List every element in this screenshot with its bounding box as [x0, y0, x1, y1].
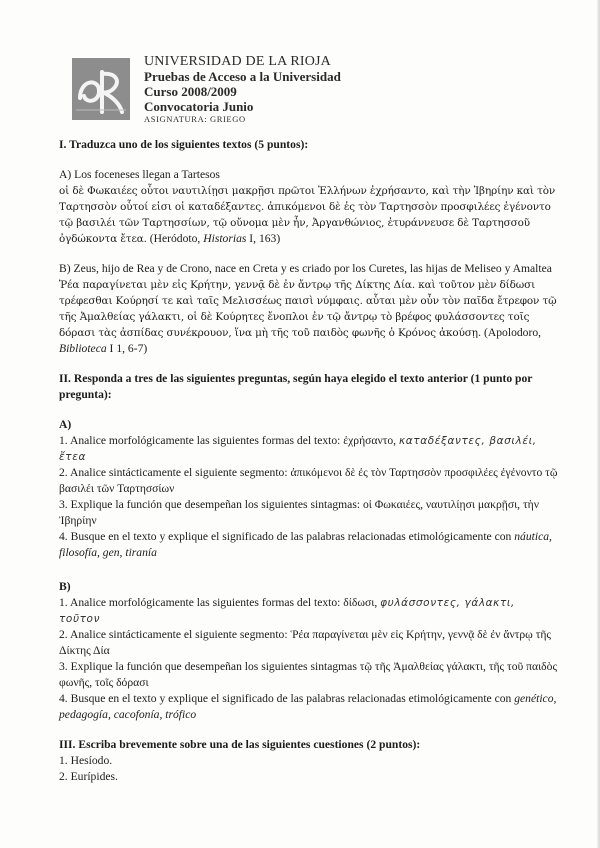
- questions-a-label: A): [59, 418, 72, 431]
- university-logo: [72, 58, 130, 120]
- question-b1-text: 1. Analice morfológicamente las siguientes formas del texto: δίδωσι,: [59, 596, 381, 609]
- question-b2: 2. Analice sintácticamente el siguiente segmento: Ῥέα παραγίνεται μὲν εἰς Κρήτην, γεννᾷ δὲ ἐν ἄντρῳ τῆς Δίκτης Δία: [59, 628, 552, 657]
- text-b-greek: [59, 277, 559, 357]
- question-a1-handwritten: καταδέξαντες, βασιλέι, ἔτεα: [59, 435, 537, 463]
- text-b-greek-body: Ῥέα παραγίνεται μὲν εἰς Κρήτην, γεννᾷ δὲ ἐν ἄντρῳ τῆς Δίκτης Δία. καὶ τοῦτον μὲν δίδωσι τρέφεσθαι Κούρησί τε καὶ ταῖς Μελισσέως παισὶ νύμφαις. αὗται μὲν οὖν τὸν παῖδα ἔτρεφον τῷ τῆς Ἀμαλθείας γάλακτι, οἱ δὲ Κούρητες ἔνοπλοι ἐν τῷ ἄντρῳ τὸ βρέφος φυλάσσοντες τοῖς δόρασι τὰς ἀσπίδας συνέκρουον, ἵνα μὴ τῆς τοῦ παιδὸς φωνῆς ὁ Κρόνος ἀκούσῃ.: [59, 279, 557, 339]
- text-b-source-prefix: (Apolodoro,: [484, 326, 542, 339]
- questions-b: [59, 579, 559, 723]
- text-a-source-prefix: (Heródoto,: [149, 232, 204, 245]
- text-b-source-suffix: I 1, 6-7): [106, 342, 148, 355]
- question-a1-text: 1. Analice morfológicamente las siguientes formas del texto: ἐχρήσαντο,: [59, 434, 399, 447]
- question-a4-text: 4. Busque en el texto y explique el significado de las palabras relacionadas etimológicamente con: [59, 530, 515, 543]
- text-a-source-suffix: I, 163): [246, 232, 281, 245]
- section-3-title: III. Escriba brevemente sobre una de las siguientes cuestiones (2 puntos):: [59, 738, 421, 751]
- exam-session: Convocatoria Junio: [144, 99, 254, 114]
- question-b4: [59, 691, 559, 723]
- section-2-title: II. Responda a tres de las siguientes preguntas, según haya elegido el texto anterior (1 punto por pregunta):: [59, 372, 533, 401]
- section-3-item-2: 2. Eurípides.: [59, 770, 118, 783]
- exam-content: [59, 137, 559, 785]
- text-a-source-work: Historias: [203, 232, 247, 245]
- text-a: [59, 167, 559, 247]
- question-b3: 3. Explique la función que desempeñan los siguientes sintagmas τῷ τῆς Ἀμαλθείας γάλακτι, τῆς τοῦ παιδὸς φωνῆς, τοῖς δόρασι: [59, 660, 558, 689]
- university-name: UNIVERSIDAD DE LA RIOJA: [144, 54, 331, 69]
- question-a2: 2. Analice sintácticamente el siguiente segmento: ἀπικόμενοι δὲ ἐς τὸν Ταρτησσὸν προσφιλέες ἐγένοντο τῷ βασιλέι τῶν Ταρτησσίων: [59, 466, 558, 495]
- logo-mark-icon: [72, 58, 130, 120]
- text-b-title: B) Zeus, hijo de Rea y de Crono, nace en Creta y es criado por los Curetes, las hijas de Meliseo y Amaltea: [59, 262, 552, 275]
- questions-a: [59, 417, 559, 561]
- question-a4-words: náutica, filosofía, gen, tiranía: [59, 530, 552, 559]
- exam-name: Pruebas de Acceso a la Universidad: [144, 69, 341, 84]
- text-b: [59, 261, 559, 357]
- question-b4-words: genético, pedagogía, cacofonía, trófico: [59, 692, 557, 721]
- question-a4: [59, 529, 559, 561]
- question-a1: [59, 433, 559, 465]
- course-year: Curso 2008/2009: [144, 84, 237, 99]
- question-b1: [59, 595, 559, 627]
- text-a-greek: [59, 183, 559, 247]
- header-text: [144, 54, 524, 125]
- text-b-source-work: Biblioteca: [59, 342, 107, 355]
- exam-subject: ASIGNATURA: GRIEGO: [144, 114, 246, 124]
- section-1-title: I. Traduzca uno de los siguientes textos (5 puntos):: [59, 138, 309, 151]
- question-b4-text: 4. Busque en el texto y explique el significado de las palabras relacionadas etimológicamente con: [59, 692, 515, 705]
- section-3-item-1: 1. Hesíodo.: [59, 754, 113, 767]
- text-a-title: A) Los foceneses llegan a Tartesos: [59, 168, 220, 181]
- question-a3: 3. Explique la función que desempeñan los siguientes sintagmas: οἱ Φωκαιέες, ναυτιλίῃσι μακρῇσι, τὴν Ἰβηρίην: [59, 498, 539, 527]
- question-b1-handwritten: φυλάσσοντες, γάλακτι, τοῦτον: [59, 597, 515, 625]
- questions-b-label: B): [59, 580, 71, 593]
- exam-header: [72, 54, 532, 126]
- text-a-greek-body: οἱ δὲ Φωκαιέες οὗτοι ναυτιλίῃσι μακρῇσι πρῶτοι Ἑλλήνων ἐχρήσαντο, καὶ τὴν Ἰβηρίην καὶ τὸν Ταρτησσὸν οὗτοί εἰσι οἱ καταδέξαντες. ἀπικόμενοι δὲ ἐς τὸν Ταρτησσὸν προσφιλέες ἐγένοντο τῷ βασιλέι τῶν Ταρτησσίων, τῷ οὔνομα μὲν ἦν, Ἀργανθώνιος, ἐτυράννευσε δὲ Ταρτησσοῦ ὀγδώκοντα ἔτεα.: [59, 185, 556, 245]
